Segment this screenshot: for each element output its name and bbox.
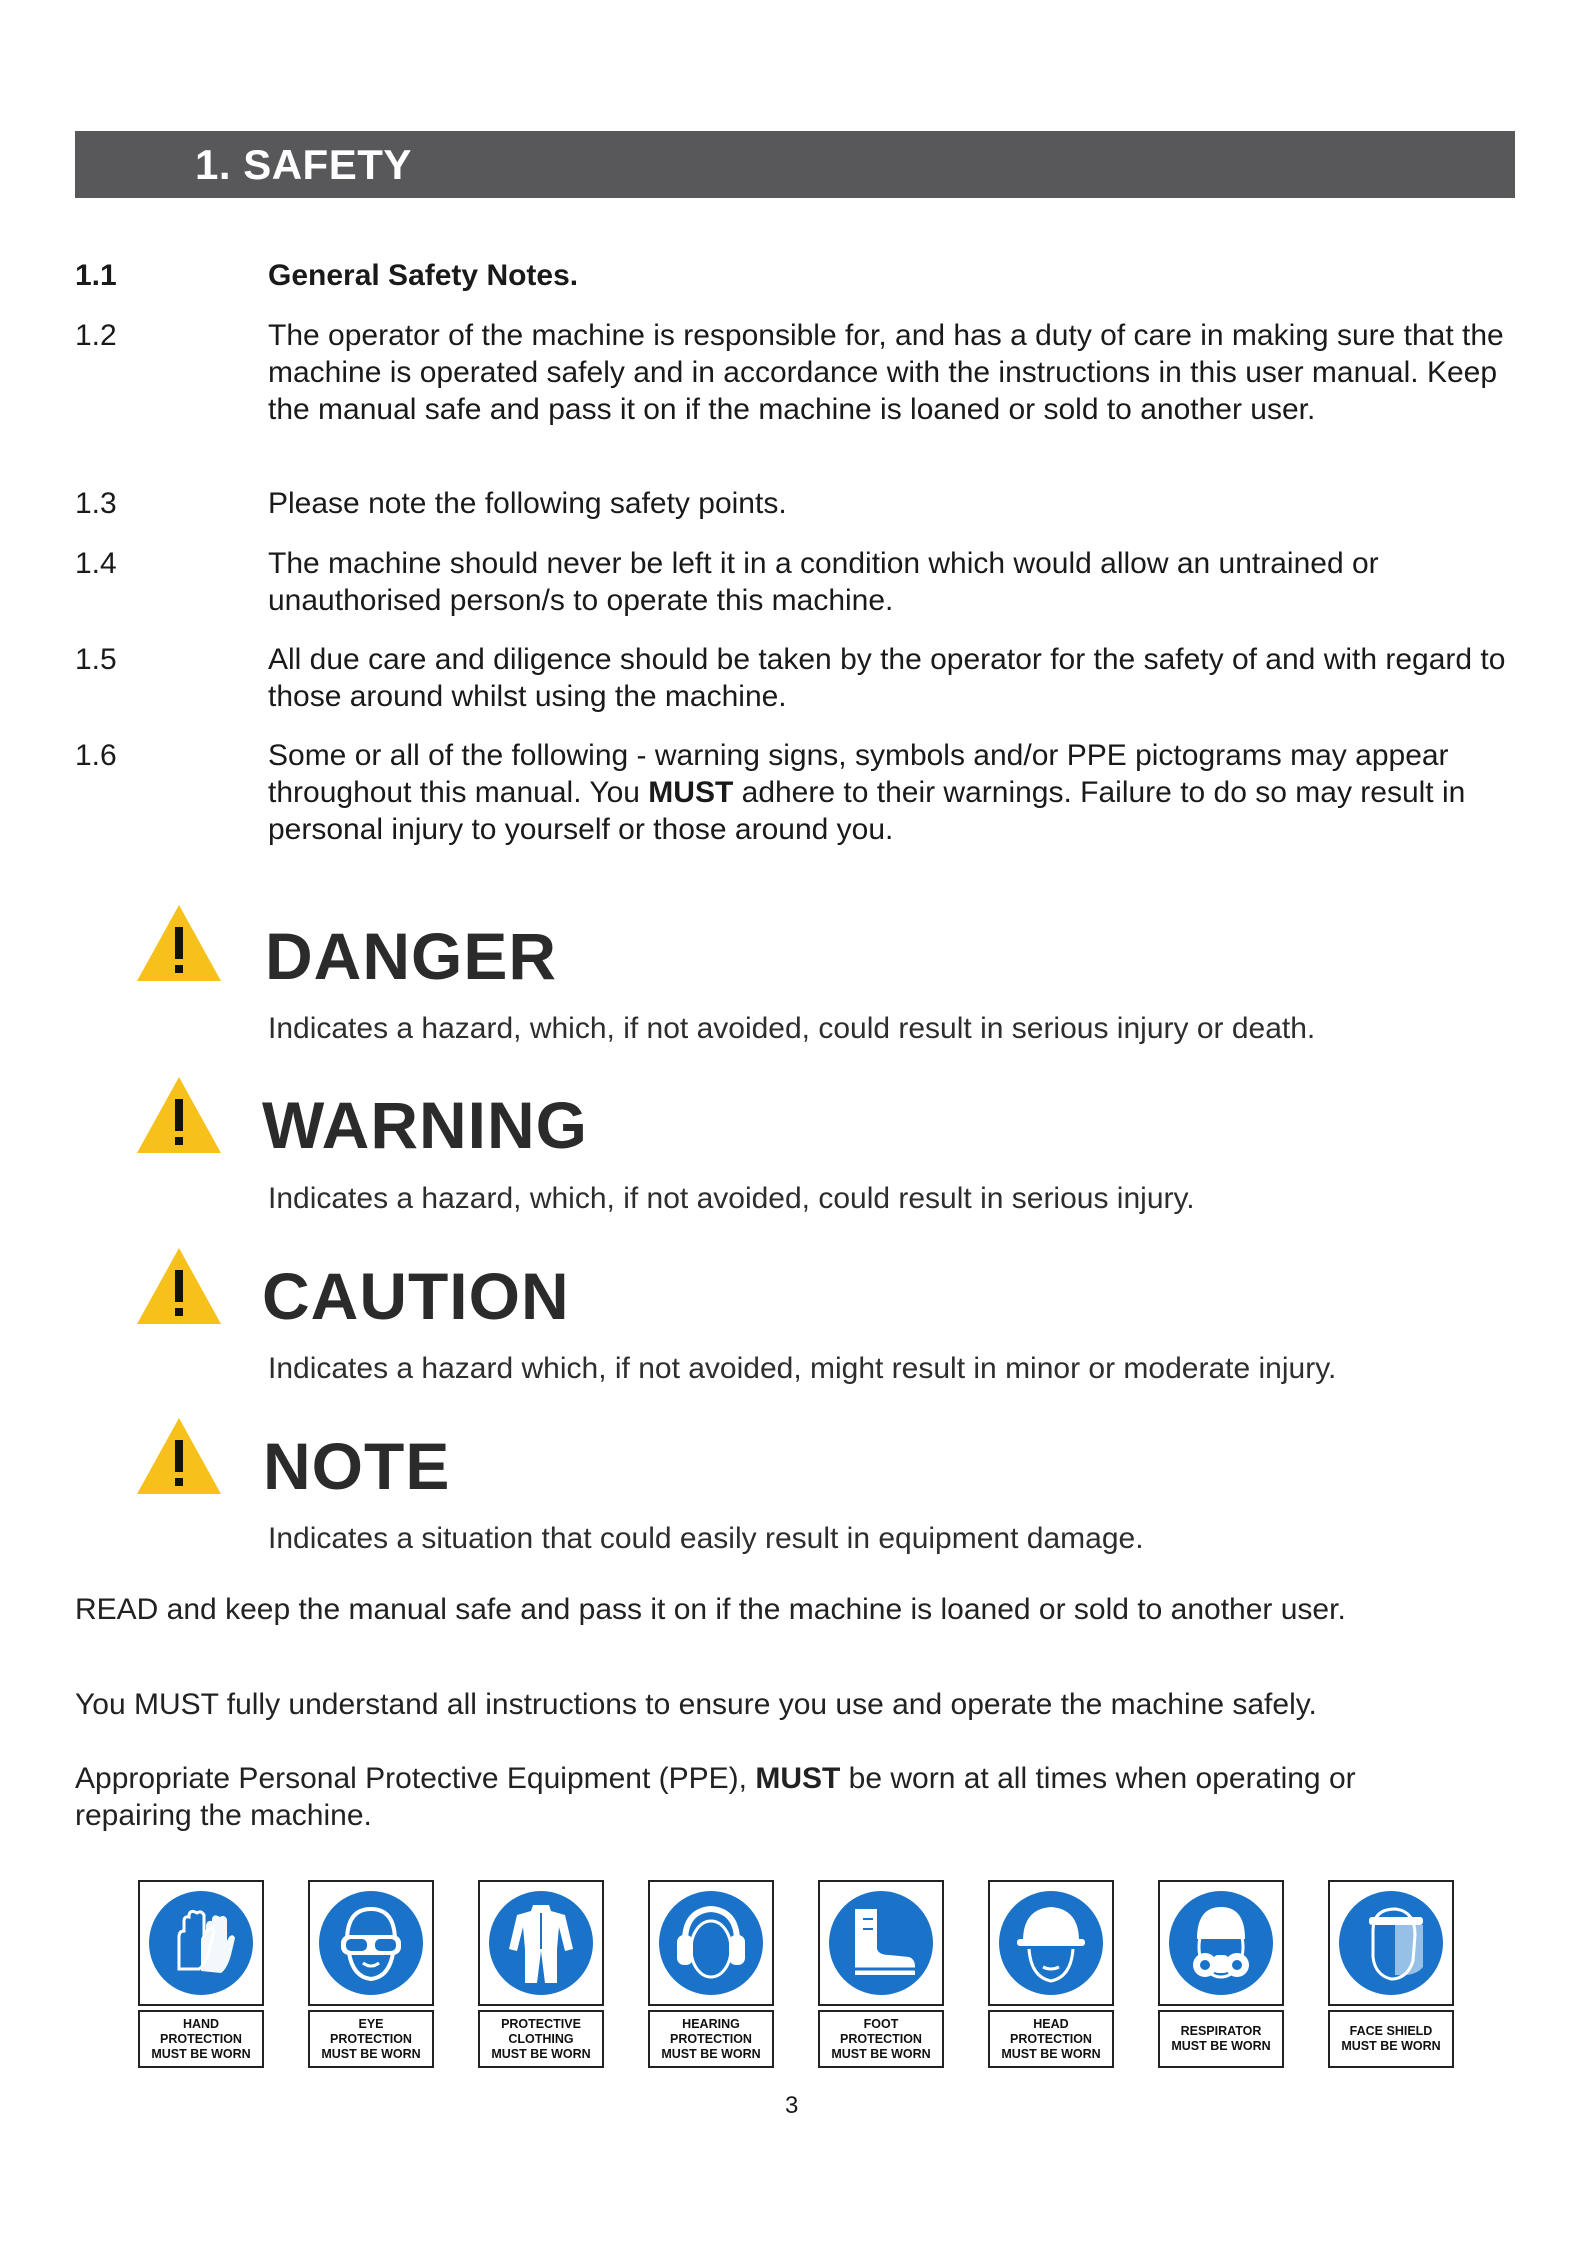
- note-number: 1.4: [75, 547, 117, 580]
- ppe-label: HAND PROTECTION MUST BE WORN: [138, 2010, 264, 2068]
- signal-desc-warning: Indicates a hazard, which, if not avoided, could result in serious injury.: [268, 1182, 1195, 1215]
- ppe-label: FACE SHIELD MUST BE WORN: [1328, 2010, 1454, 2068]
- face-shield-icon: [1339, 1891, 1443, 1995]
- signal-word-caution: CAUTION: [262, 1259, 570, 1333]
- hard-hat-icon: [999, 1891, 1103, 1995]
- note-heading: General Safety Notes.: [268, 259, 579, 292]
- goggles-icon: [319, 1891, 423, 1995]
- note-number: 1.5: [75, 643, 117, 676]
- ppe-label: EYE PROTECTION MUST BE WORN: [308, 2010, 434, 2068]
- respirator-icon: [1169, 1891, 1273, 1995]
- note-text: The operator of the machine is responsible for, and has a duty of care in making sure that the machine is operated safely and in accordance with the instructions in this user manual. Keep the manual safe and pass it on if the machine is loaned or sold to another user.: [268, 319, 1504, 426]
- note-number: 1.2: [75, 319, 117, 352]
- warning-triangle-icon: [135, 903, 223, 983]
- signal-word-note: NOTE: [263, 1429, 451, 1503]
- signal-word-danger: DANGER: [265, 919, 558, 993]
- note-text: The machine should never be left it in a condition which would allow an untrained or unauthorised person/s to operate this machine.: [268, 547, 1379, 617]
- ppe-label: FOOT PROTECTION MUST BE WORN: [818, 2010, 944, 2068]
- understand-paragraph: You MUST fully understand all instructions to ensure you use and operate the machine safely.: [75, 1688, 1317, 1721]
- ppe-label: PROTECTIVE CLOTHING MUST BE WORN: [478, 2010, 604, 2068]
- signal-desc-caution: Indicates a hazard which, if not avoided, might result in minor or moderate injury.: [268, 1352, 1337, 1385]
- ear-defenders-icon: [659, 1891, 763, 1995]
- gloves-icon: [149, 1891, 253, 1995]
- read-manual-paragraph: READ and keep the manual safe and pass it on if the machine is loaned or sold to another user.: [75, 1593, 1346, 1626]
- coverall-icon: [489, 1891, 593, 1995]
- note-number: 1.3: [75, 487, 117, 520]
- warning-triangle-icon: [135, 1075, 223, 1155]
- note-text: Some or all of the following - warning signs, symbols and/or PPE pictograms may appear throughout this manual. You MUST adhere to their warnings. Failure to do so may result in personal injury to yourself or those around you.: [268, 739, 1466, 846]
- section-banner: [75, 131, 1515, 198]
- must-emphasis: MUST: [648, 776, 734, 809]
- warning-triangle-icon: [135, 1416, 223, 1496]
- note-text: Please note the following safety points.: [268, 487, 787, 520]
- signal-desc-note: Indicates a situation that could easily result in equipment damage.: [268, 1522, 1144, 1555]
- note-number: 1.1: [75, 259, 117, 292]
- page-number: 3: [785, 2092, 799, 2119]
- must-emphasis: MUST: [755, 1762, 841, 1795]
- note-number: 1.6: [75, 739, 117, 772]
- ppe-label: HEAD PROTECTION MUST BE WORN: [988, 2010, 1114, 2068]
- signal-word-warning: WARNING: [262, 1088, 588, 1162]
- ppe-label: HEARING PROTECTION MUST BE WORN: [648, 2010, 774, 2068]
- section-title: 1. SAFETY: [195, 141, 412, 188]
- boot-icon: [829, 1891, 933, 1995]
- warning-triangle-icon: [135, 1246, 223, 1326]
- ppe-paragraph: Appropriate Personal Protective Equipment (PPE), MUST be worn at all times when operating or repairing the machine.: [75, 1762, 1356, 1832]
- signal-desc-danger: Indicates a hazard, which, if not avoided, could result in serious injury or death.: [268, 1012, 1316, 1045]
- ppe-label: RESPIRATOR MUST BE WORN: [1158, 2010, 1284, 2068]
- note-text: All due care and diligence should be taken by the operator for the safety of and with regard to those around whilst using the machine.: [268, 643, 1506, 713]
